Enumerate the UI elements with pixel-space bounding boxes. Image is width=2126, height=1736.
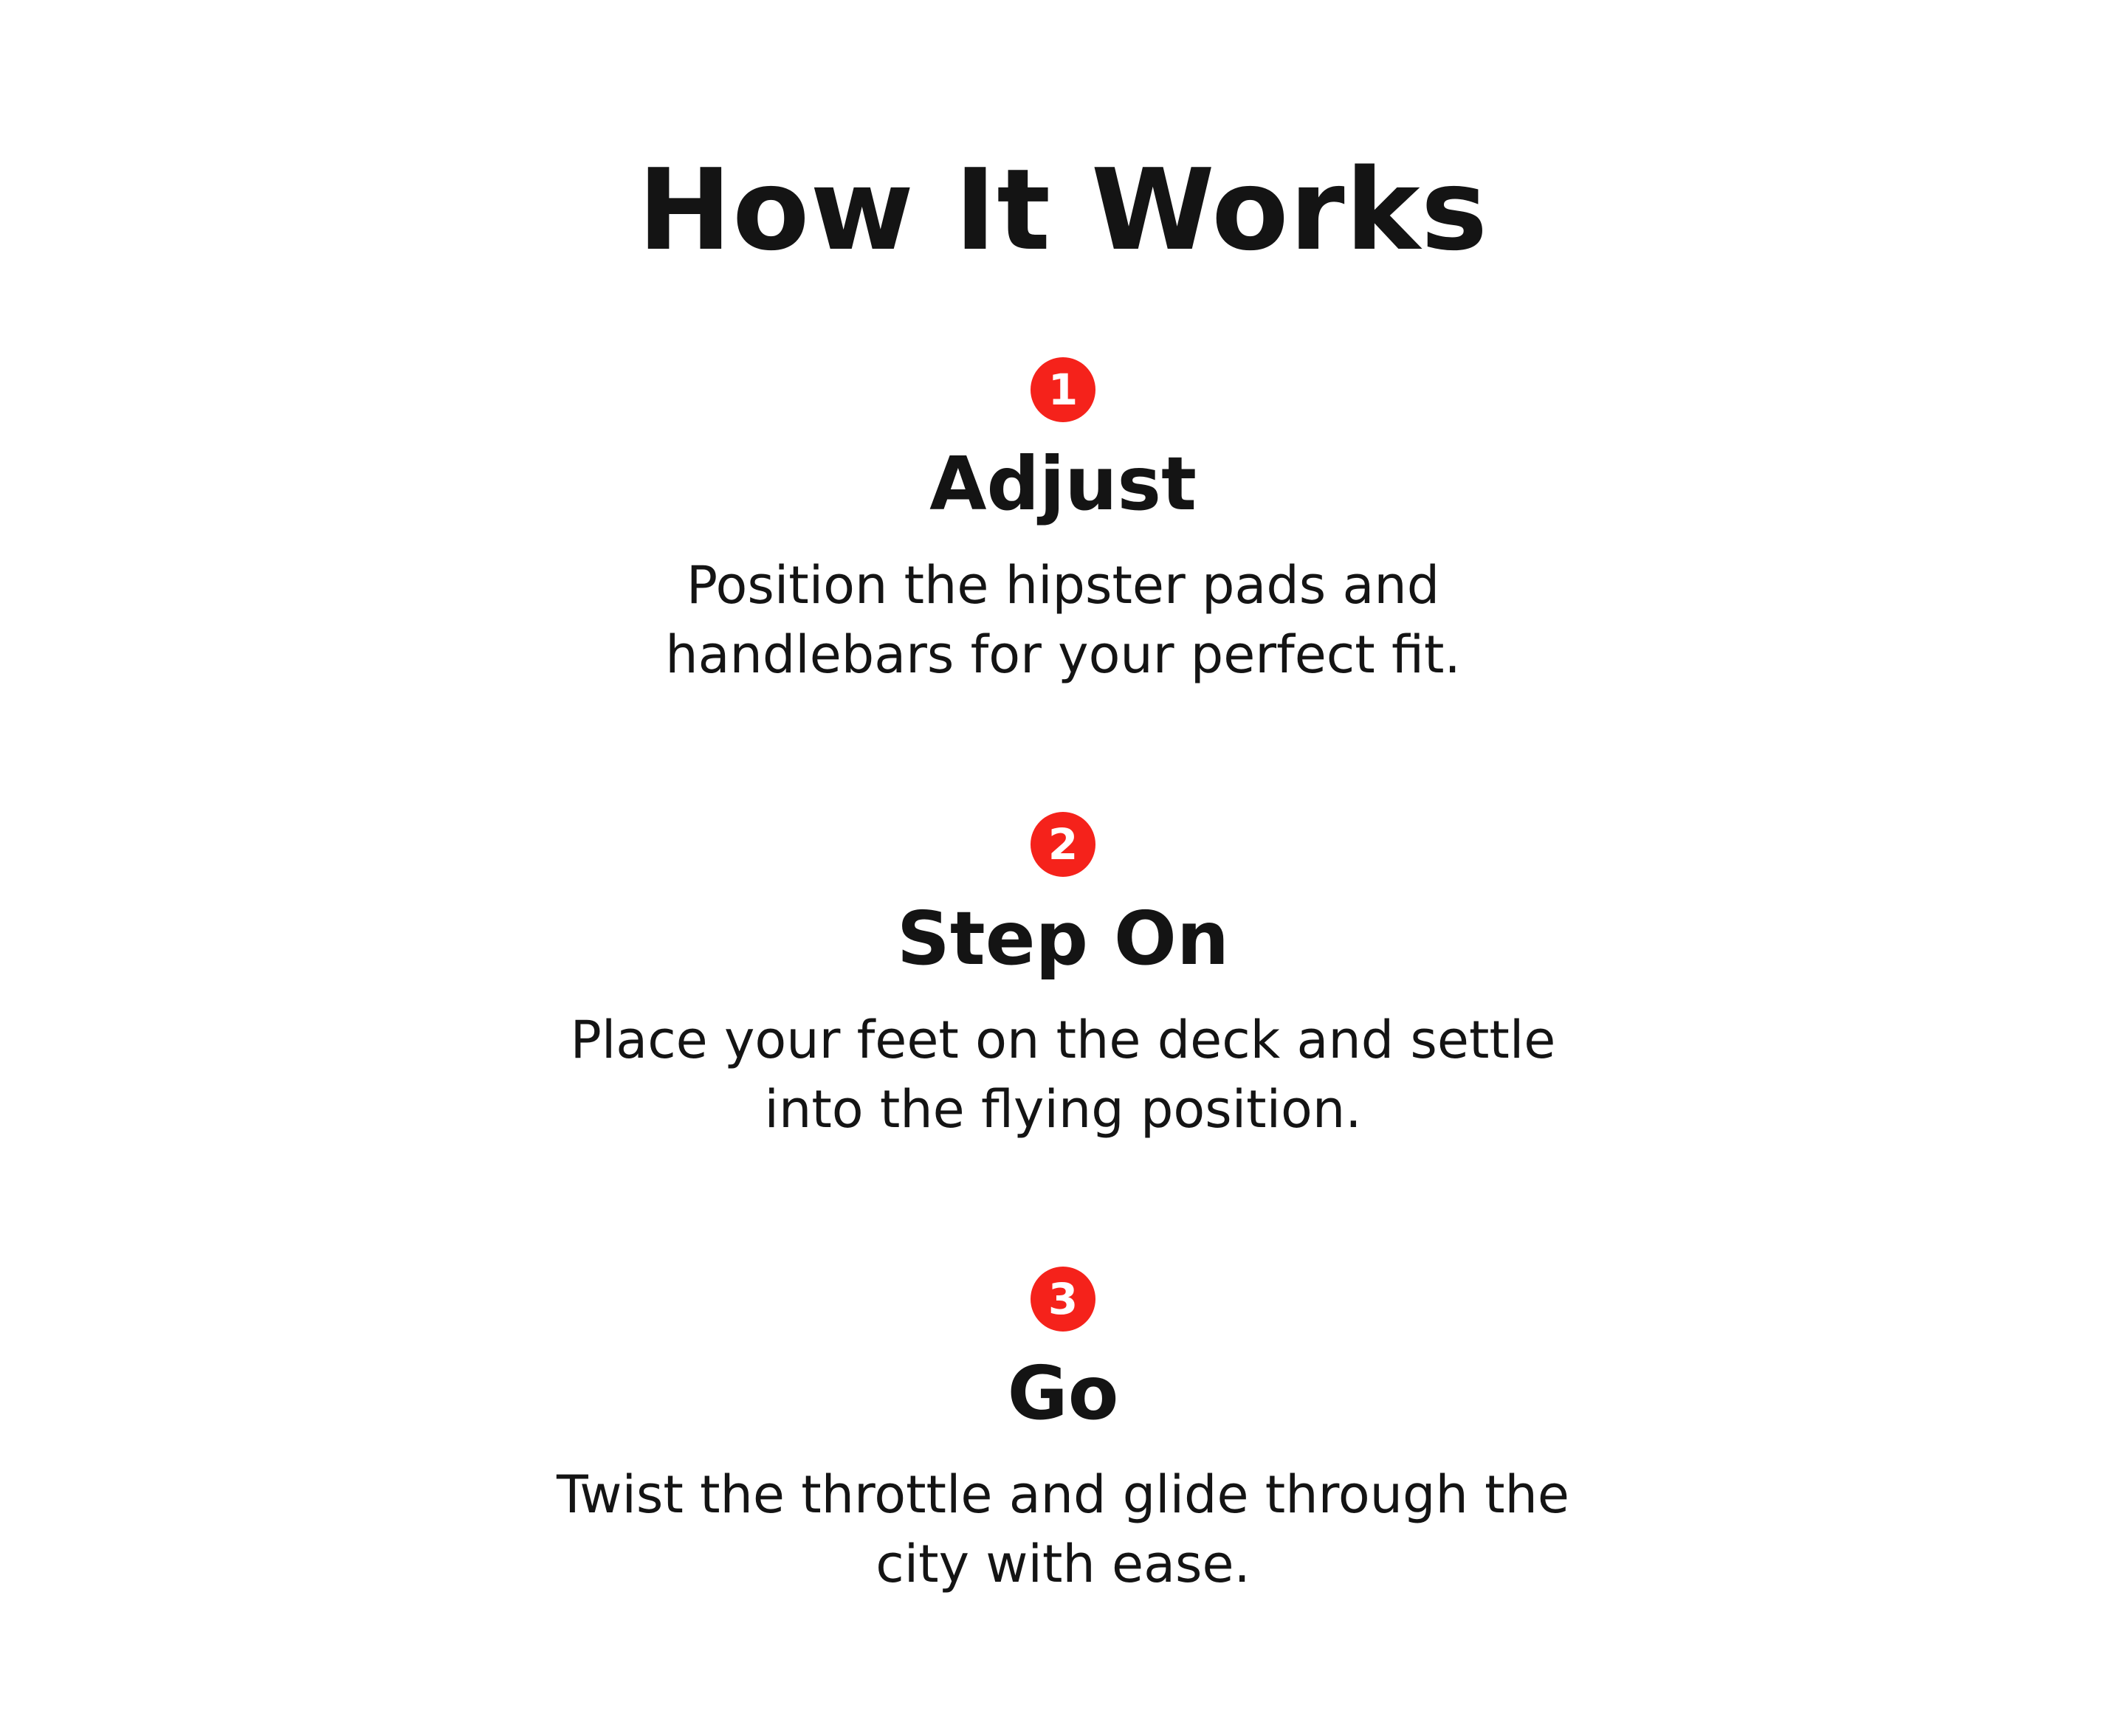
step-number-badge: 2 <box>1031 812 1095 877</box>
section-title: How It Works <box>637 145 1489 275</box>
step-title: Adjust <box>929 441 1197 527</box>
step-title: Go <box>1007 1350 1119 1436</box>
step-description <box>0 551 2126 689</box>
step-number-badge: 1 <box>1031 357 1095 422</box>
step-description <box>0 1460 2126 1599</box>
step-description <box>0 1005 2126 1144</box>
step-description-line: city with ease. <box>875 1534 1251 1594</box>
step-title: Step On <box>896 895 1230 982</box>
step-description-line: Twist the throttle and glide through the <box>557 1464 1569 1525</box>
step-number-badge: 3 <box>1031 1267 1095 1332</box>
step-description-line: Position the hipster pads and <box>686 555 1440 616</box>
step-description-line: into the flying position. <box>764 1079 1362 1140</box>
step-description-line: Place your feet on the deck and settle <box>570 1010 1556 1070</box>
step-description-line: handlebars for your perfect fit. <box>665 624 1461 685</box>
